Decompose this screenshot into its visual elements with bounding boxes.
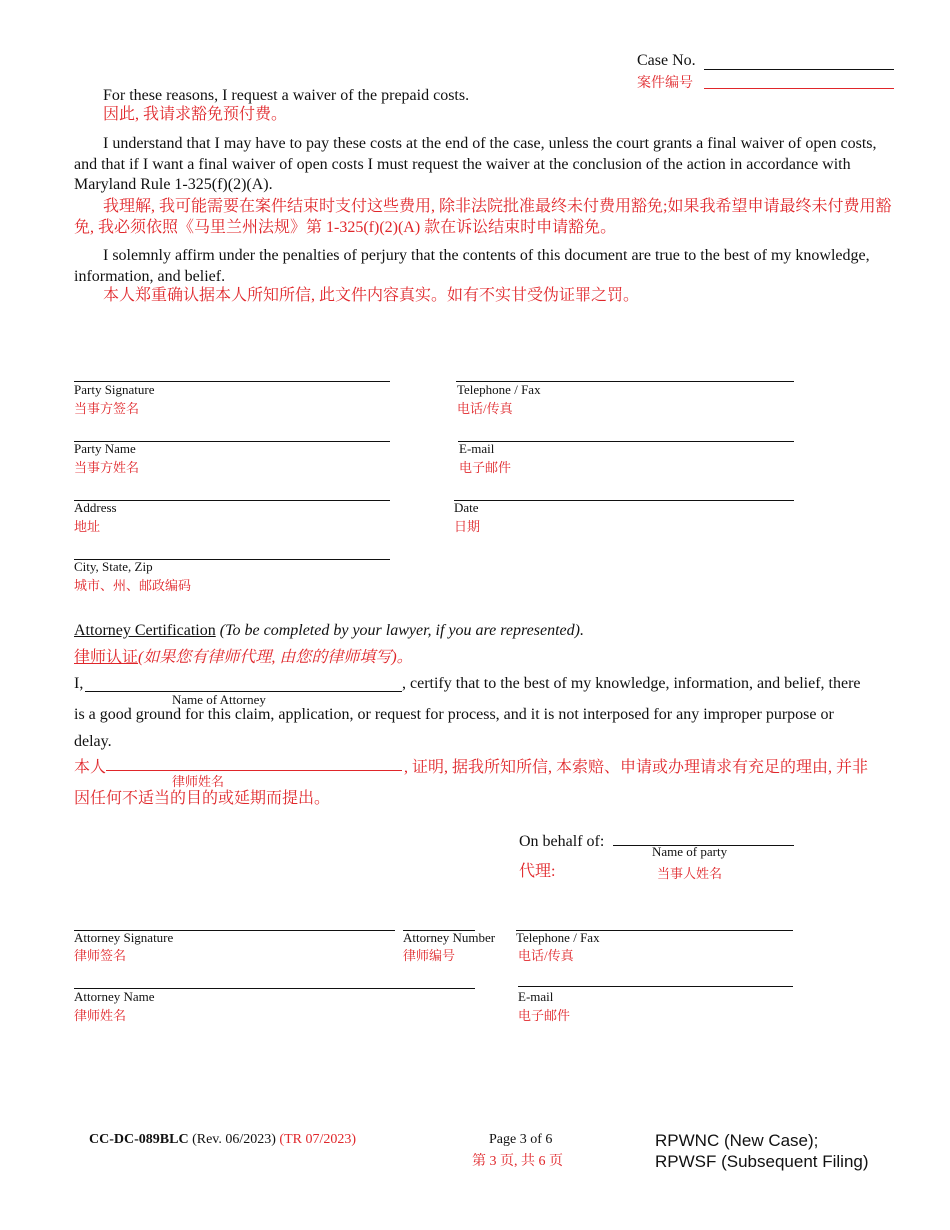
party-signature-label: Party Signature — [74, 382, 155, 397]
cn-prefix: 本人 — [74, 759, 107, 776]
case-no-field[interactable] — [704, 69, 894, 70]
certify-line-2-cn: 因任何不适当的目的或延期而提出。 — [74, 790, 331, 807]
page-number: Page 3 of 6 — [489, 1132, 553, 1147]
para-waiver-en: For these reasons, I request a waiver of the prepaid costs. — [103, 87, 470, 104]
party-signature-label-cn: 当事方签名 — [74, 401, 140, 416]
attorney-telephone-label-cn: 电话/传真 — [518, 948, 574, 963]
certify-line-1: , certify that to the best of my knowledge, information, and belief, there — [402, 675, 861, 692]
attorney-cert-title-cn: 律师认证 — [74, 649, 139, 666]
address-field[interactable] — [74, 500, 390, 501]
para-affirm-en: I solemnly affirm under the penalties of perjury that the contents of this document are true to the best of my knowledge, information, and belief. — [74, 247, 870, 285]
attorney-email-label: E-mail — [518, 989, 554, 1004]
certify-line-3: delay. — [74, 733, 112, 750]
attorney-email-field[interactable] — [518, 986, 793, 987]
address-label-cn: 地址 — [74, 519, 101, 534]
date-label: Date — [454, 500, 479, 515]
para-understand-en: I understand that I may have to pay these costs at the end of the case, unless the court grants a final waiver of open costs, and that if I want a final waiver of open costs I must request the waiver at the conclusion of the action in accordance with Maryland Rule 1-325(f)(2)(A). — [74, 135, 877, 193]
name-of-attorney-label-cn: 律师姓名 — [172, 774, 225, 789]
date-label-cn: 日期 — [454, 519, 481, 534]
certify-line-2: is a good ground for this claim, application, or request for process, and it is not interposed for any improper purpose or — [74, 706, 834, 723]
attorney-name-label: Attorney Name — [74, 989, 155, 1004]
page-number-cn: 第 3 页, 共 6 页 — [472, 1154, 563, 1169]
attorney-cert-subtitle-cn: (如果您有律师代理, 由您的律师填写)。 — [138, 649, 413, 666]
case-no-label-cn: 案件编号 — [637, 76, 693, 91]
attorney-number-label: Attorney Number — [403, 930, 496, 945]
certify-line-1-cn: , 证明, 据我所知所信, 本索赔、申请或办理请求有充足的理由, 并非 — [404, 759, 869, 776]
email-field[interactable] — [458, 441, 794, 442]
attorney-cert-subtitle: (To be completed by your lawyer, if you are represented). — [219, 622, 584, 639]
form-id: CC-DC-089BLC — [89, 1132, 189, 1147]
email-label: E-mail — [459, 441, 495, 456]
attorney-cert-title: Attorney Certification — [74, 622, 216, 639]
form-revision: (Rev. 06/2023) — [192, 1132, 276, 1147]
attorney-name-label-cn: 律师姓名 — [74, 1008, 127, 1023]
attorney-name-field-cn — [106, 770, 402, 771]
on-behalf-label: On behalf of: — [519, 833, 605, 850]
attorney-telephone-label: Telephone / Fax — [516, 930, 600, 945]
city-state-zip-label: City, State, Zip — [74, 559, 153, 574]
city-state-zip-label-cn: 城市、州、邮政编码 — [74, 578, 192, 593]
attorney-signature-label-cn: 律师签名 — [74, 948, 127, 963]
para-affirm-cn: 本人郑重确认据本人所知所信, 此文件内容真实。如有不实甘受伪证罪之罚。 — [103, 287, 640, 304]
attorney-cert-heading — [74, 622, 584, 640]
para-understand-cn: 我理解, 我可能需要在案件结束时支付这些费用, 除非法院批准最终未付费用豁免;如果我希望申请最终未付费用豁免, 我必须依照《马里兰州法规》第 1-325(f)(2)(A) 款在诉讼结束时申请豁免。 — [74, 198, 892, 236]
i-prefix: I, — [74, 675, 84, 692]
name-of-attorney-label: Name of Attorney — [172, 692, 266, 707]
attorney-number-label-cn: 律师编号 — [403, 948, 456, 963]
date-field[interactable] — [454, 500, 794, 501]
telephone-label-cn: 电话/传真 — [457, 401, 513, 416]
email-label-cn: 电子邮件 — [459, 460, 512, 475]
form-translation-date: (TR 07/2023) — [279, 1132, 357, 1147]
address-label: Address — [74, 500, 117, 515]
filing-code-subsequent: RPWSF (Subsequent Filing) — [655, 1152, 869, 1171]
party-name-label: Party Name — [74, 441, 136, 456]
on-behalf-label-cn: 代理: — [519, 863, 556, 880]
party-name-label-cn: 当事方姓名 — [74, 460, 140, 475]
case-no-label: Case No. — [637, 52, 696, 69]
telephone-label: Telephone / Fax — [457, 382, 541, 397]
attorney-email-label-cn: 电子邮件 — [518, 1008, 571, 1023]
attorney-cert-heading-cn — [74, 644, 413, 667]
name-of-party-label-cn: 当事人姓名 — [657, 866, 723, 881]
filing-code-new: RPWNC (New Case); — [655, 1131, 819, 1150]
form-id-line — [89, 1132, 356, 1148]
name-of-party-label: Name of party — [652, 844, 728, 859]
attorney-signature-label: Attorney Signature — [74, 930, 174, 945]
para-waiver-cn: 因此, 我请求豁免预付费。 — [103, 106, 288, 123]
